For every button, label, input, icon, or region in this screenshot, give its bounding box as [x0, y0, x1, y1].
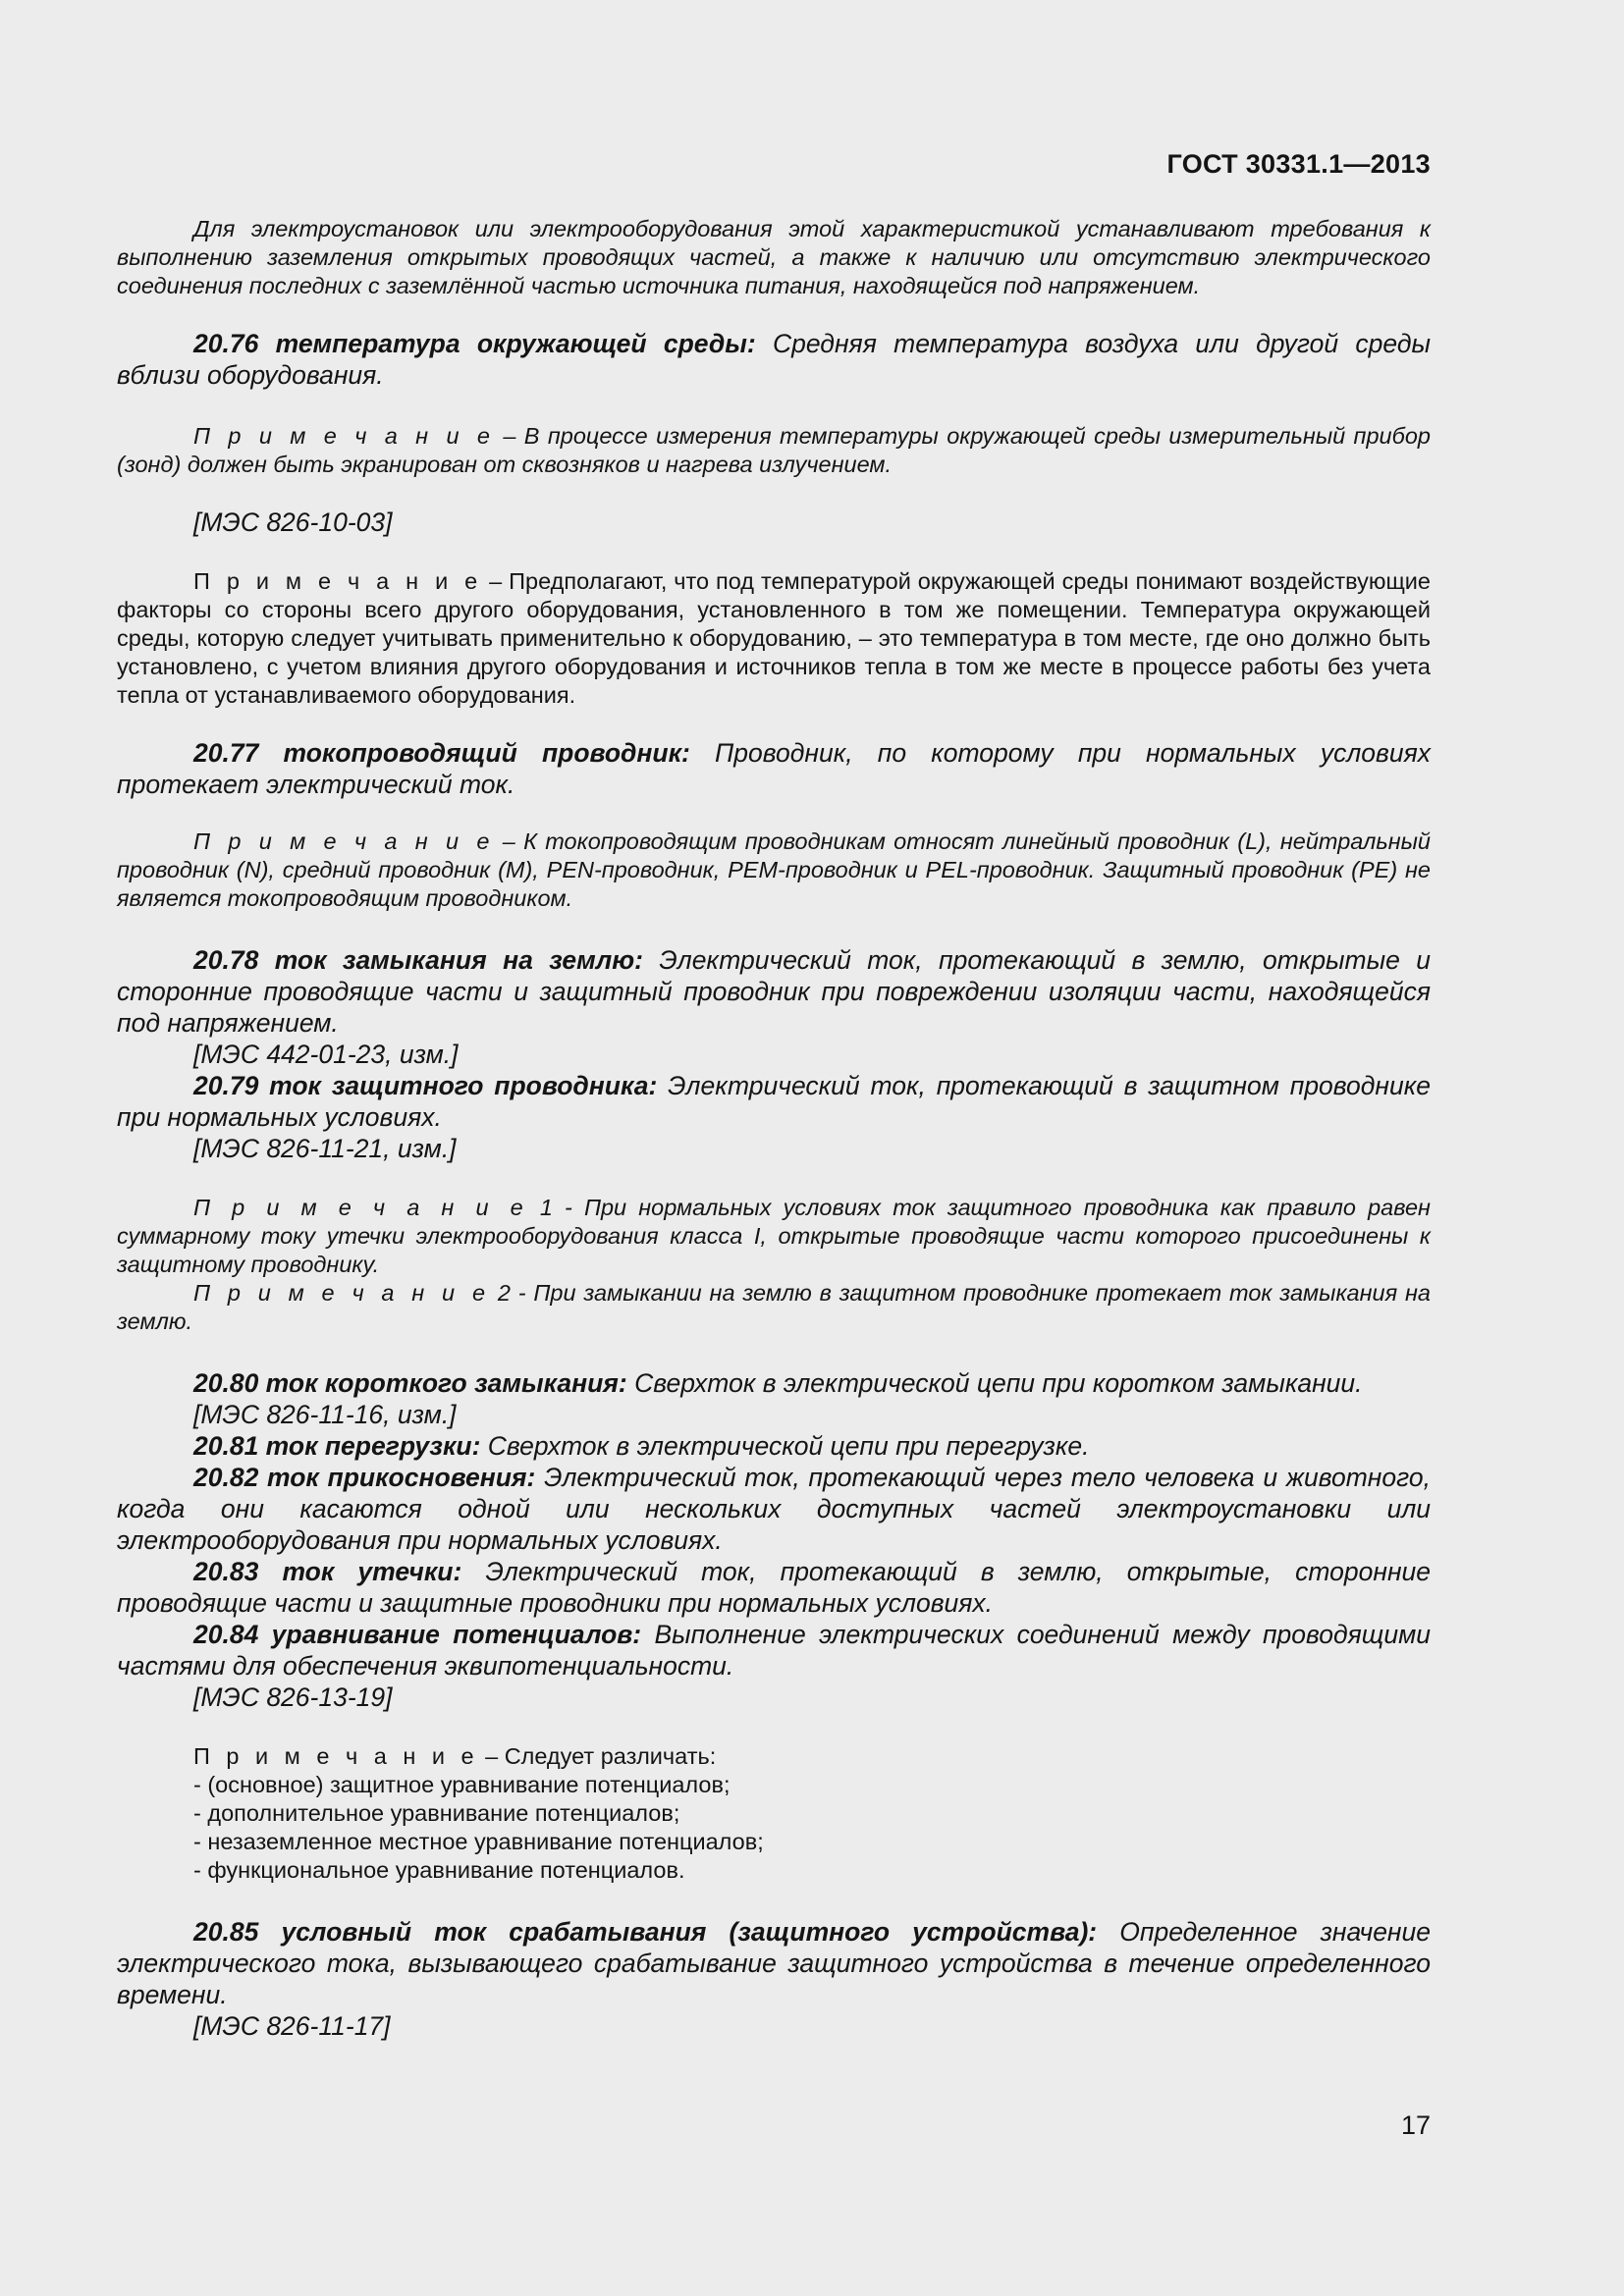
- reference-20-76: [МЭС 826-10-03]: [193, 507, 393, 537]
- term-title: 20.77 токопроводящий проводник:: [193, 738, 690, 768]
- term-title: 20.83 ток утечки:: [193, 1557, 462, 1586]
- term-definition: Проводник, по которому при нормальных условиях протекает электрический ток.: [117, 738, 1431, 799]
- note-20-77: [117, 828, 1431, 913]
- term-definition: Электрический ток, протекающий в землю, открытые, сторонние проводящие части и защитные проводники при нормальных условиях.: [117, 1557, 1432, 1618]
- term-20-82: [117, 1462, 1431, 1556]
- note-text: – К токопроводящим проводникам относят линейный проводник (L), нейтральный проводник (N), средний проводник (M), PEN-проводник, PEM-проводник и PEL-проводник. Защитный проводник (PE) не является токопроводящим проводником.: [117, 828, 1431, 911]
- note-label: П р и м е ч а н и е: [193, 568, 483, 594]
- term-20-80: [117, 1367, 1431, 1399]
- term-title: 20.80 ток короткого замыкания:: [193, 1368, 627, 1398]
- reference-20-80: [МЭС 826-11-16, изм.]: [193, 1400, 457, 1429]
- list-item: - дополнительное уравнивание потенциалов;: [193, 1800, 680, 1826]
- note-label: П р и м е ч а н и е: [193, 1280, 491, 1306]
- document-code: ГОСТ 30331.1—2013: [1166, 149, 1431, 179]
- note-text: 1 - При нормальных условиях ток защитного проводника как правило равен суммарному току утечки электрооборудования класса I, открытые проводящие части которого присоединены к защитному проводнику.: [117, 1195, 1431, 1277]
- term-20-78: [117, 944, 1431, 1039]
- note-20-79-2: [117, 1279, 1431, 1336]
- note-20-76: [117, 422, 1431, 479]
- term-definition: Выполнение электрических соединений между проводящими частями для обеспечения эквипотенциальности.: [117, 1620, 1431, 1681]
- page-number: 17: [1400, 2110, 1431, 2140]
- term-title: 20.79 ток защитного проводника:: [193, 1071, 658, 1100]
- term-definition: Средняя температура воздуха или другой среды вблизи оборудования.: [117, 329, 1431, 390]
- term-definition: Электрический ток, протекающий в защитном проводнике при нормальных условиях.: [117, 1071, 1432, 1132]
- term-20-77: [117, 737, 1431, 800]
- note-label: П р и м е ч а н и е: [193, 1743, 479, 1769]
- note-20-76-b: [117, 567, 1431, 710]
- note-text: – Следует различать:: [478, 1743, 717, 1769]
- intro-paragraph: Для электроустановок или электрооборудования этой характеристикой устанавливают требования к выполнению заземления открытых проводящих частей, а также к наличию или отсутствию электрического соединения последних с заземлённой частью источника питания, находящейся под напряжением.: [117, 216, 1431, 298]
- term-definition: Определенное значение электрического тока, вызывающего срабатывание защитного устройства в течение определенного времени.: [117, 1917, 1431, 2009]
- term-definition: Сверхток в электрической цепи при перегрузке.: [480, 1431, 1090, 1461]
- term-title: 20.78 ток замыкания на землю:: [193, 945, 643, 975]
- term-20-79: [117, 1070, 1431, 1133]
- term-title: 20.84 уравнивание потенциалов:: [193, 1620, 642, 1649]
- term-title: 20.81 ток перегрузки:: [193, 1431, 481, 1461]
- term-20-84: [117, 1619, 1431, 1682]
- note-20-79-1: [117, 1194, 1431, 1279]
- list-item: - незаземленное местное уравнивание потенциалов;: [193, 1829, 764, 1854]
- list-item: - (основное) защитное уравнивание потенциалов;: [193, 1772, 731, 1797]
- note-20-84: [117, 1742, 1431, 1885]
- term-20-83: [117, 1556, 1431, 1619]
- term-20-85: [117, 1916, 1431, 2010]
- page-content: [117, 215, 1431, 2042]
- note-label: П р и м е ч а н и е: [193, 828, 495, 854]
- note-label: П р и м е ч а н и е: [193, 423, 495, 449]
- term-definition: Электрический ток, протекающий через тело человека и животного, когда они касаются одной или нескольких доступных частей электроустановки или электрооборудования при нормальных условиях.: [117, 1463, 1431, 1555]
- term-20-81: [117, 1430, 1431, 1462]
- reference-20-79: [МЭС 826-11-21, изм.]: [193, 1134, 457, 1163]
- reference-20-85: [МЭС 826-11-17]: [193, 2011, 391, 2041]
- term-20-76: [117, 328, 1431, 391]
- note-heading: [193, 1742, 1431, 1771]
- note-label: П р и м е ч а н и е: [193, 1195, 528, 1220]
- note-text: 2 - При замыкании на землю в защитном проводнике протекает ток замыкания на землю.: [117, 1280, 1431, 1334]
- reference-20-78: [МЭС 442-01-23, изм.]: [193, 1040, 459, 1069]
- term-title: 20.76 температура окружающей среды:: [193, 329, 756, 358]
- term-definition: Сверхток в электрической цепи при коротком замыкании.: [626, 1368, 1363, 1398]
- note-text: – Предполагают, что под температурой окружающей среды понимают воздействующие факторы со стороны всего другого оборудования, установленного в том же помещении. Температура окружающей среды, которую следует учитывать применительно к оборудованию, – это температура в том месте, где оно должно быть установлено, с учетом влияния другого оборудования и источников тепла в том же месте в процессе работы без учета тепла от устанавливаемого оборудования.: [117, 568, 1432, 708]
- term-title: 20.82 ток прикосновения:: [193, 1463, 536, 1492]
- term-title: 20.85 условный ток срабатывания (защитного устройства):: [193, 1917, 1098, 1947]
- list-item: - функциональное уравнивание потенциалов.: [193, 1857, 685, 1883]
- note-text: – В процессе измерения температуры окружающей среды измерительный прибор (зонд) должен быть экранирован от сквозняков и нагрева излучением.: [117, 423, 1431, 477]
- reference-20-84: [МЭС 826-13-19]: [193, 1682, 393, 1712]
- term-definition: Электрический ток, протекающий в землю, открытые и сторонние проводящие части и защитный проводник при повреждении изоляции части, находящейся под напряжением.: [117, 945, 1431, 1038]
